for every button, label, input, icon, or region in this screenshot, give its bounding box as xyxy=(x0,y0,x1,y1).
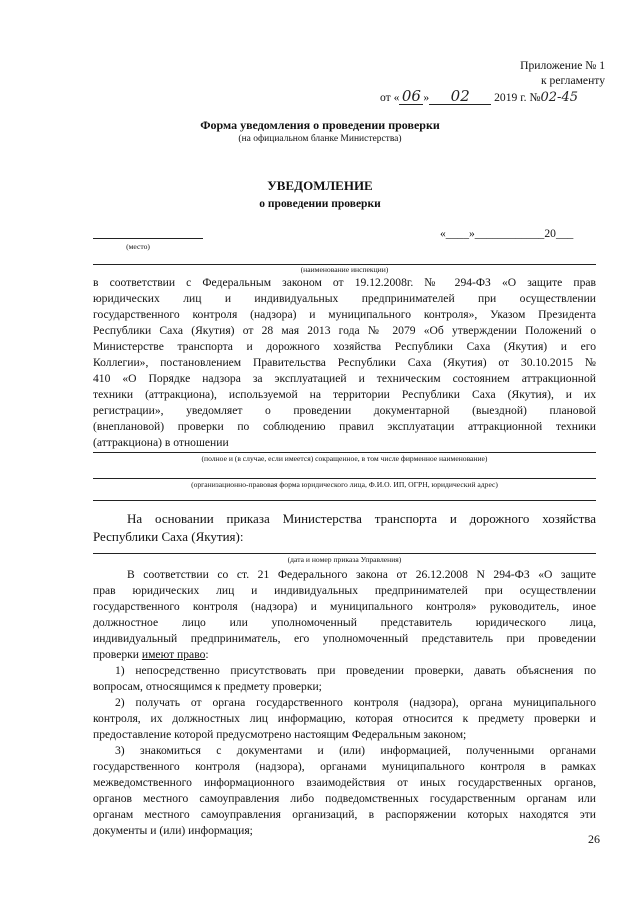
date-mid-text: » xyxy=(423,91,430,104)
rights-prefix: проверки xyxy=(93,648,142,661)
entity-name-label: (полное и (в случае, если имеется) сокращенное, в том числе фирменное наименование) xyxy=(201,454,488,463)
notice-subtitle: о проведении проверки xyxy=(259,198,381,210)
inspection-label: (наименование инспекции) xyxy=(300,265,389,274)
rights-underlined: имеют право xyxy=(141,648,206,661)
appendix-label: Приложение № 1 xyxy=(520,59,605,72)
paragraph-line: документы и (или) информация; xyxy=(93,824,253,837)
paragraph-line: 410 «О Порядке надзора за эксплуатацией и техническим состоянием аттракционной xyxy=(93,372,596,385)
basis-paragraph xyxy=(93,510,596,546)
paragraph-line: регистрации», уведомляет о проведении документарной (выездной) плановой xyxy=(93,404,596,417)
paragraph-line: государственного контроля (надзора) и муниципального контроля», Указом Президента xyxy=(93,308,596,321)
paragraph-line: должностное лицо или уполномоченный представитель юридического лица, xyxy=(93,616,596,629)
entity-form-line xyxy=(93,478,596,479)
paragraph-line: государственного контроля (надзора) и муниципального контроля» руководитель, иное xyxy=(93,600,596,613)
handwritten-number: 02-45 xyxy=(540,90,578,105)
paragraph-line: В соответствии со ст. 21 Федерального закона от 26.12.2008 N 294-ФЗ «О защите xyxy=(127,568,596,581)
paragraph-line: 1) непосредственно присутствовать при проведении проверки, давать объяснения по xyxy=(115,664,596,677)
paragraph-line: Коллегии», постановлением Правительства Республики Саха (Якутия) от 30.10.2015 № xyxy=(93,356,596,369)
regulation-date-line xyxy=(380,88,610,106)
rights-item-1 xyxy=(93,663,596,695)
paragraph-line: (внеплановой) проверки по соблюдению правил эксплуатации аттракционной техники xyxy=(93,420,596,433)
rights-item-2 xyxy=(93,695,596,743)
rights-item-3 xyxy=(93,743,596,839)
paragraph-line: юридических лиц и индивидуальных предпринимателей при осуществлении xyxy=(93,292,596,305)
entity-name-line xyxy=(93,452,596,453)
basis-line: На основании приказа Министерства транспорта и дорожного хозяйства xyxy=(127,511,596,526)
date-blank: «____»____________20___ xyxy=(440,227,574,240)
order-label: (дата и номер приказа Управления) xyxy=(287,555,402,564)
entity-form-label: (организационно-правовая форма юридического лица, Ф.И.О. ИП, ОГРН, юридический адрес) xyxy=(191,480,498,489)
handwritten-day: 06 xyxy=(399,88,423,105)
paragraph-line: Республики Саха (Якутия) от 28 мая 2013 года № 2079 «Об утверждении Положений о xyxy=(93,324,596,337)
entity-extra-line xyxy=(93,500,596,501)
paragraph-line: Министерстве транспорта и дорожного хозяйства Республики Саха (Якутия) и его xyxy=(93,340,596,353)
paragraph-line: органов местного самоуправления либо подведомственных государственным органам или xyxy=(93,792,596,805)
paragraph-line: индивидуальный предприниматель, его уполномоченный представитель при проведении xyxy=(93,632,596,645)
paragraph-line: 3) знакомиться с документами и (или) информацией, полученными органами xyxy=(115,744,596,757)
page-number: 26 xyxy=(588,832,600,846)
form-subtitle: (на официальном бланке Министерства) xyxy=(238,134,402,144)
paragraph-line: вопросам, относящимся к предмету проверки; xyxy=(93,680,322,693)
paragraph-line: предоставление которой предусмотрено настоящим Федеральным законом; xyxy=(93,728,467,741)
regulation-label: к регламенту xyxy=(541,74,605,87)
paragraph-line xyxy=(93,647,596,663)
form-title: Форма уведомления о проведении проверки xyxy=(200,118,440,132)
date-from-text: от « xyxy=(380,91,400,104)
handwritten-month: 02 xyxy=(429,88,491,105)
paragraph-line: 2) получать от органа государственного контроля (надзора), органа муниципального xyxy=(115,696,596,709)
paragraph-line: государственного контроля (надзора), органами муниципального контроля в рамках xyxy=(93,760,596,773)
notice-title: УВЕДОМЛЕНИЕ xyxy=(267,178,373,193)
date-year-text: 2019 г. № xyxy=(494,91,541,104)
rights-paragraph xyxy=(93,567,596,663)
inspection-paragraph xyxy=(93,275,596,451)
basis-line: Республики Саха (Якутия): xyxy=(93,529,244,544)
rights-suffix: : xyxy=(205,648,209,661)
paragraph-line: техники (аттракциона), используемой на территории Республики Саха (Якутия), и их xyxy=(93,388,596,401)
paragraph-line: контроля, их должностных лиц информацию, которая относится к предмету проверки и xyxy=(93,712,596,725)
paragraph-line: органам местного самоуправления организаций, в распоряжении которых находятся эти xyxy=(93,808,596,821)
place-label: (место) xyxy=(126,242,150,251)
paragraph-line: прав юридических лиц и индивидуальных предпринимателей при осуществлении xyxy=(93,584,596,597)
paragraph-line: (аттракциона) в отношении xyxy=(93,436,229,449)
order-line xyxy=(93,553,596,554)
place-line xyxy=(93,238,203,239)
paragraph-line: межведомственного информационного взаимодействия от иных государственных органов, xyxy=(93,776,596,789)
paragraph-line: в соответствии с Федеральным законом от 19.12.2008г. № 294-ФЗ «О защите прав xyxy=(93,276,596,289)
